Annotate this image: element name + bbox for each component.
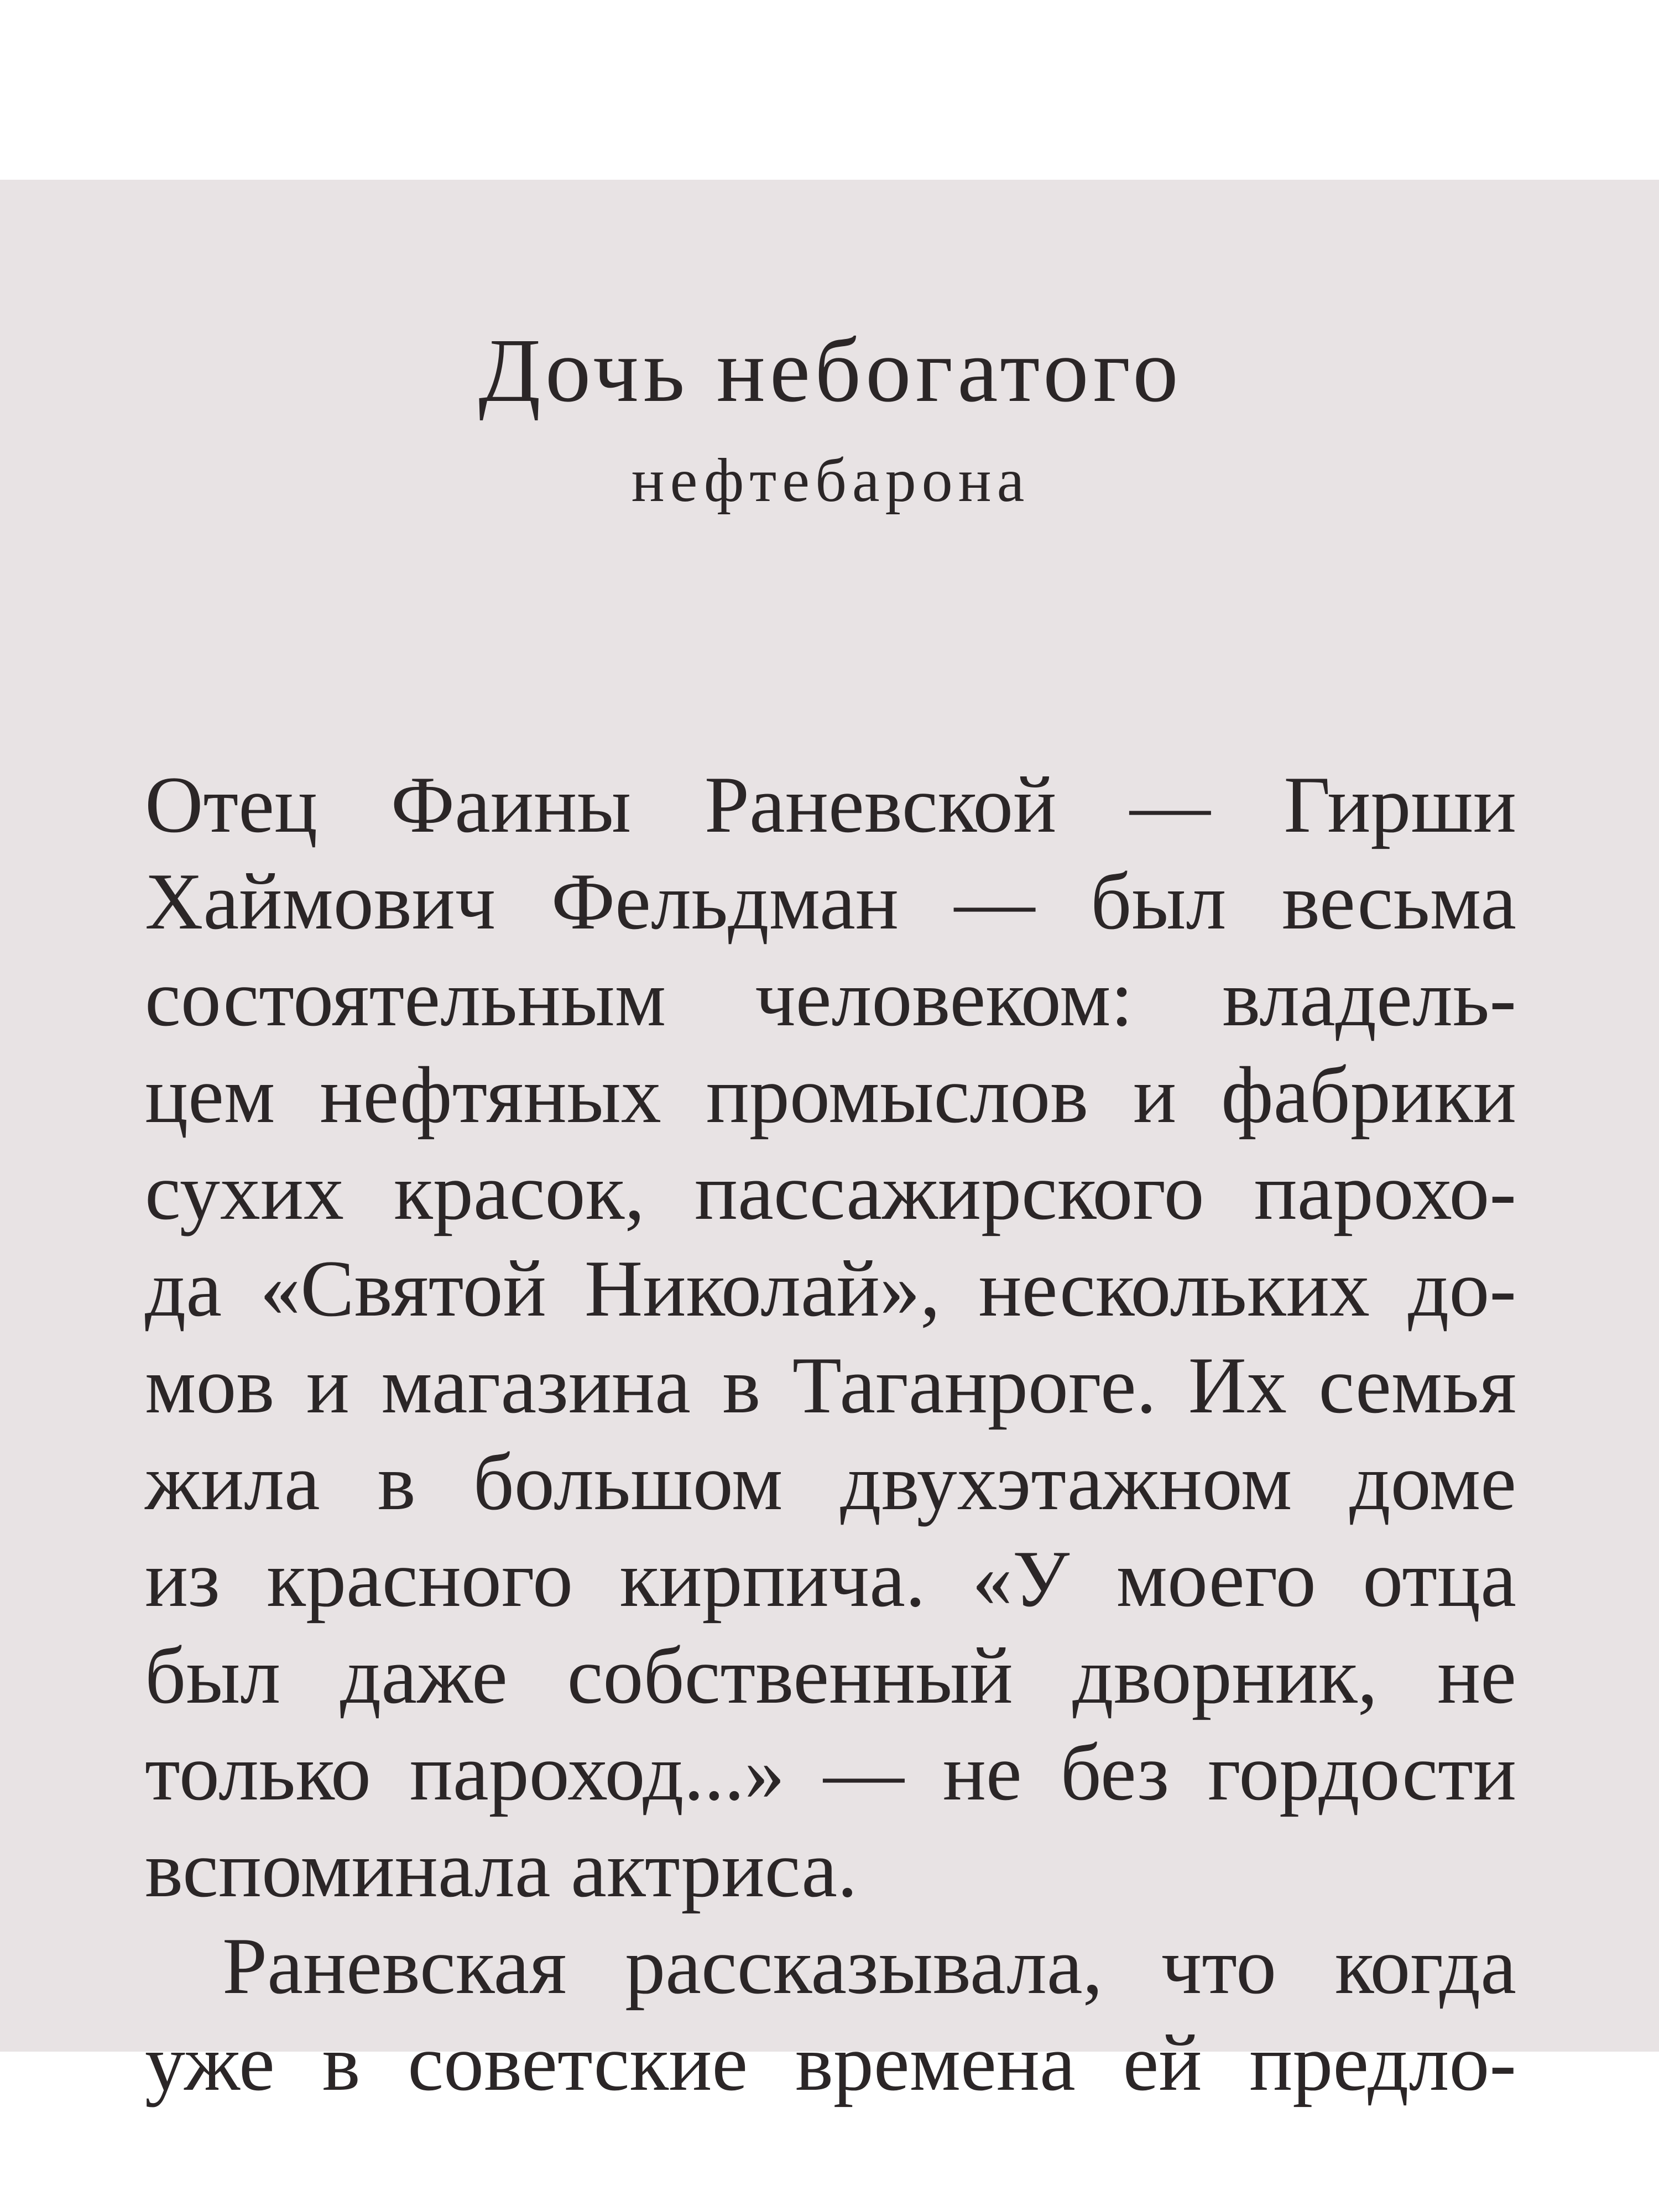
- text-line: только пароход...» — не без гордости: [145, 1728, 1516, 1817]
- text-line: цем нефтяных промыслов и фабрики: [145, 1050, 1516, 1140]
- text-line: Хаймович Фельдман — был весьма: [145, 857, 1516, 946]
- text-line: уже в советские времена ей предло-: [145, 2018, 1516, 2107]
- book-page: [0, 180, 1659, 2107]
- text-line: жила в большом двухэтажном доме: [145, 1437, 1516, 1527]
- text-line: вспоминала актриса.: [145, 1824, 858, 1914]
- text-line: Раневская рассказывала, что когда: [222, 1921, 1516, 2011]
- text-line: состоятельным человеком: владель-: [145, 953, 1516, 1043]
- chapter-title-line-1: Дочь небогатого: [478, 320, 1183, 421]
- text-line: из красного кирпича. «У моего отца: [145, 1534, 1516, 1624]
- chapter-title-line-2: нефтебарона: [631, 446, 1030, 515]
- text-line: Отец Фаины Раневской — Гирши: [145, 760, 1516, 849]
- text-line: мов и магазина в Таганроге. Их семья: [145, 1340, 1516, 1430]
- text-line: сухих красок, пассажирского парохо-: [145, 1147, 1516, 1237]
- text-line: был даже собственный дворник, не: [145, 1631, 1516, 1720]
- text-line: да «Святой Николай», нескольких до-: [145, 1244, 1516, 1333]
